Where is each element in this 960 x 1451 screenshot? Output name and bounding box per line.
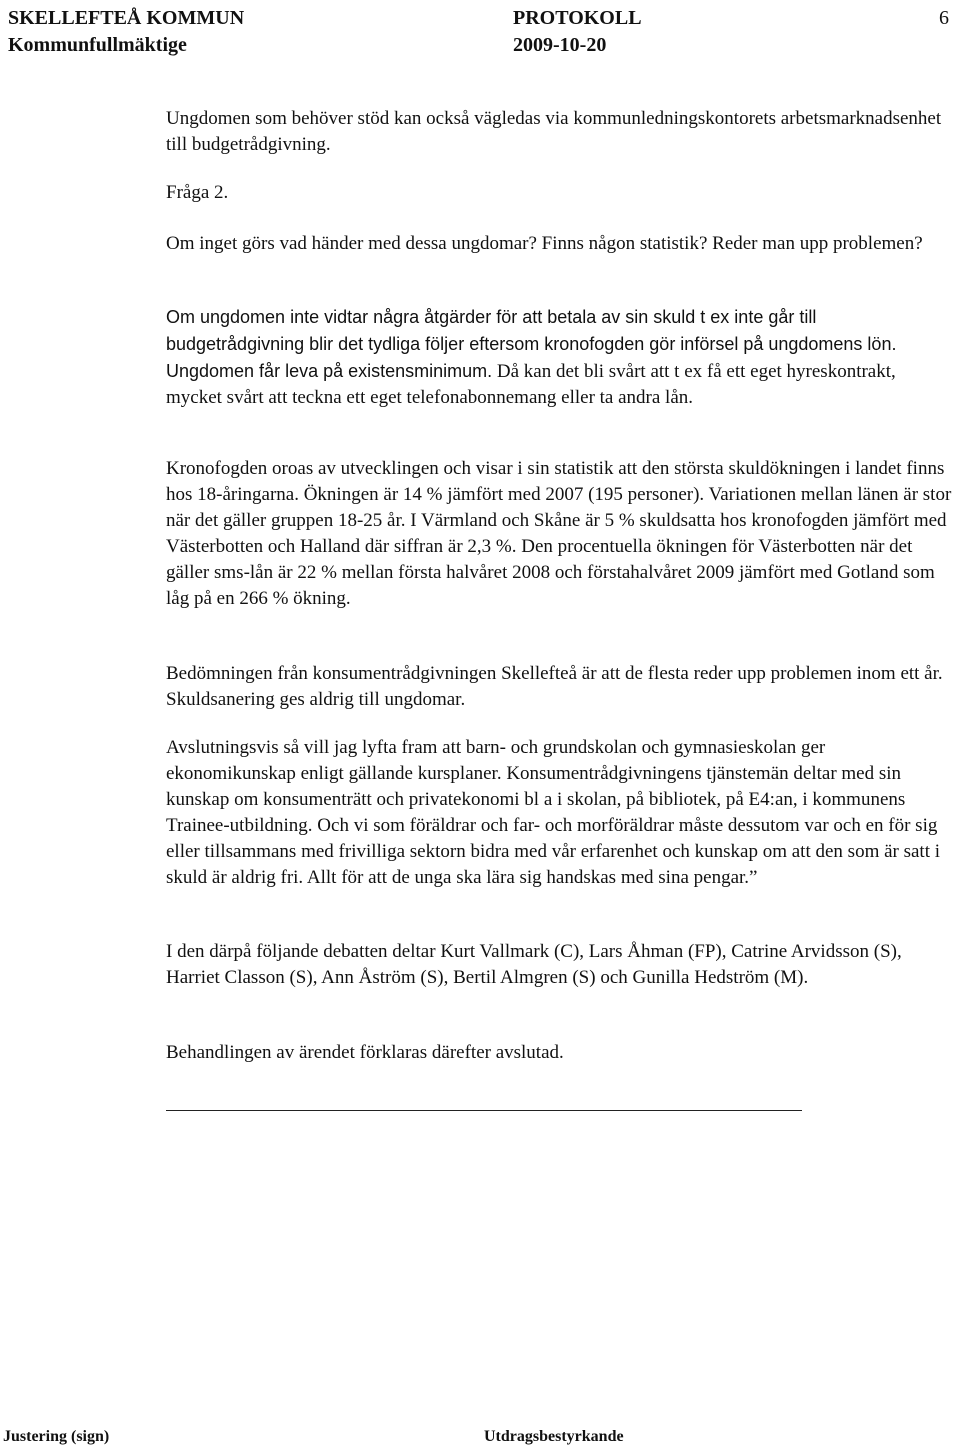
question-text	[166, 231, 956, 257]
footer-utdrag: Utdragsbestyrkande	[484, 1428, 624, 1445]
paragraph-text: Ungdomen som behöver stöd kan också vägledas via kommunledningskontorets arbetsmarknadsenhet till budgetrådgivning.	[166, 108, 942, 155]
paragraph-statistics	[166, 456, 956, 612]
statistics-text: Kronofogden oroas av utvecklingen och visar i sin statistik att den största skuldökningen i landet finns hos 18-åringarna. Ökningen är 14 % jämfört med 2007 (195 personer). Variationen mellan länen är stor när det gäller gruppen 18-25 år. I Värmland och Skåne är 5 % skuldsatta hos kronofogden jämfört med Västerbotten och Halland där siffran är 2,3 %. Den procentuella ökningen för Västerbotten när det gäller sms-lån är 22 % mellan första halvåret 2008 och förstahalvåret 2009 jämfört med Gotland som låg på en 266 % ökning.	[166, 458, 952, 609]
committee-name: Kommunfullmäktige	[8, 34, 187, 56]
conclusion-text: Avslutningsvis så vill jag lyfta fram att barn- och grundskolan och gymnasieskolan ger ekonomikunskap enligt gällande kursplaner. Konsumentrådgivningens tjänstemän deltar med sin kunskap om konsumenträtt och privatekonomi bl a i skolan, på bibliotek, på E4:an, i kommunens Trainee-utbildning. Och vi som föräldrar och far- och morföräldrar måste dessutom var och en för sig eller tillsammans med frivilliga sektorn bidra med vår erfarenhet och kunskap om att den som är satt i skuld är aldrig fri. Allt för att de unga ska lära sig handskas med sina pengar.”	[166, 737, 941, 888]
paragraph-consequences	[166, 304, 956, 411]
question-label: Fråga 2.	[166, 182, 229, 203]
assessment-text: Bedömningen från konsumentrådgivningen Skellefteå är att de flesta reder upp problemen inom ett år. Skuldsanering ges aldrig till ungdomar.	[166, 663, 943, 710]
org-name: SKELLEFTEÅ KOMMUN	[8, 7, 245, 29]
meeting-date: 2009-10-20	[513, 34, 607, 56]
paragraph-consequences-part1: Om ungdomen inte vidtar några åtgärder för att betala av sin skuld t ex inte går till budgetrådgivning blir det tydliga följer eftersom kronofogden gör införsel på ungdomens lön. Ungdomen får leva på existensminimum.	[166, 307, 897, 381]
question-body: Om inget görs vad händer med dessa ungdomar? Finns någon statistik? Reder man upp problemen?	[166, 233, 923, 254]
paragraph-assessment	[166, 661, 956, 713]
paragraph-support	[166, 106, 956, 158]
page-number: 6	[939, 7, 949, 29]
closing-text: Behandlingen av ärendet förklaras därefter avslutad.	[166, 1042, 564, 1063]
separator-line	[166, 1110, 802, 1111]
paragraph-conclusion	[166, 735, 956, 891]
paragraph-closing	[166, 1040, 956, 1066]
paragraph-consequences-part2: Då kan det bli svårt att t ex få ett eget hyreskontrakt, mycket svårt att teckna ett eget telefonabonnemang eller ta andra lån.	[166, 361, 896, 408]
document-type: PROTOKOLL	[513, 7, 642, 29]
question-heading	[166, 180, 956, 206]
footer-justering: Justering (sign)	[3, 1428, 110, 1445]
paragraph-debate	[166, 939, 956, 991]
debate-text: I den därpå följande debatten deltar Kurt Vallmark (C), Lars Åhman (FP), Catrine Arvidsson (S), Harriet Classon (S), Ann Åström (S), Bertil Almgren (S) och Gunilla Hedström (M).	[166, 941, 902, 988]
